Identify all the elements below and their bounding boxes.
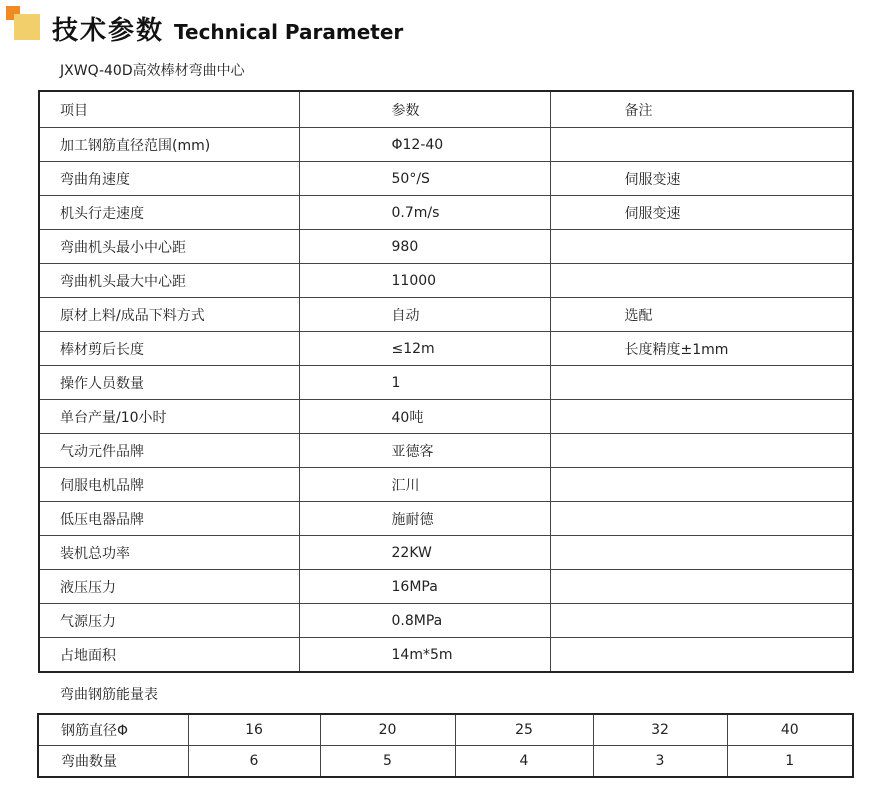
energy-cell: 5 bbox=[320, 746, 455, 778]
energy-row bbox=[38, 746, 853, 778]
cell-item: 气动元件品牌 bbox=[39, 434, 299, 468]
table-row bbox=[39, 400, 853, 434]
cell-note bbox=[550, 366, 853, 400]
table-row bbox=[39, 264, 853, 298]
cell-param: 980 bbox=[299, 230, 550, 264]
energy-table-title: 弯曲钢筋能量表 bbox=[60, 687, 158, 703]
page-title bbox=[52, 10, 403, 46]
cell-item: 液压压力 bbox=[39, 570, 299, 604]
cell-item: 气源压力 bbox=[39, 604, 299, 638]
cell-param: 施耐德 bbox=[299, 502, 550, 536]
table-row bbox=[39, 434, 853, 468]
cell-param: 22KW bbox=[299, 536, 550, 570]
cell-item: 机头行走速度 bbox=[39, 196, 299, 230]
cell-note bbox=[550, 604, 853, 638]
logo-mark bbox=[6, 6, 40, 40]
cell-note: 选配 bbox=[550, 298, 853, 332]
energy-row-label: 弯曲数量 bbox=[38, 746, 188, 778]
cell-param: 11000 bbox=[299, 264, 550, 298]
cell-item: 占地面积 bbox=[39, 638, 299, 673]
energy-table bbox=[37, 713, 854, 778]
energy-row bbox=[38, 714, 853, 746]
table-row bbox=[39, 604, 853, 638]
logo-square-yellow bbox=[14, 14, 40, 40]
cell-param: 自动 bbox=[299, 298, 550, 332]
cell-note: 长度精度±1mm bbox=[550, 332, 853, 366]
header-cell-param: 参数 bbox=[299, 91, 550, 128]
table-header-row bbox=[39, 91, 853, 128]
energy-cell: 16 bbox=[188, 714, 320, 746]
cell-item: 操作人员数量 bbox=[39, 366, 299, 400]
cell-item: 棒材剪后长度 bbox=[39, 332, 299, 366]
cell-item: 加工钢筋直径范围(mm) bbox=[39, 128, 299, 162]
cell-note bbox=[550, 230, 853, 264]
cell-note bbox=[550, 536, 853, 570]
energy-row-label: 钢筋直径Φ bbox=[38, 714, 188, 746]
energy-cell: 40 bbox=[727, 714, 853, 746]
table-row bbox=[39, 128, 853, 162]
cell-note bbox=[550, 264, 853, 298]
cell-param: 40吨 bbox=[299, 400, 550, 434]
cell-note: 伺服变速 bbox=[550, 162, 853, 196]
table-row bbox=[39, 536, 853, 570]
cell-param: 汇川 bbox=[299, 468, 550, 502]
header-cell-note: 备注 bbox=[550, 91, 853, 128]
cell-param: Φ12-40 bbox=[299, 128, 550, 162]
table-row bbox=[39, 162, 853, 196]
energy-cell: 6 bbox=[188, 746, 320, 778]
energy-cell: 1 bbox=[727, 746, 853, 778]
energy-cell: 3 bbox=[593, 746, 727, 778]
cell-param: 亚德客 bbox=[299, 434, 550, 468]
model-name: JXWQ-40D高效棒材弯曲中心 bbox=[60, 63, 245, 79]
table-row bbox=[39, 230, 853, 264]
cell-param: 50°/S bbox=[299, 162, 550, 196]
energy-cell: 25 bbox=[455, 714, 593, 746]
cell-note bbox=[550, 400, 853, 434]
cell-item: 弯曲机头最小中心距 bbox=[39, 230, 299, 264]
cell-note bbox=[550, 434, 853, 468]
cell-item: 弯曲机头最大中心距 bbox=[39, 264, 299, 298]
title-english: Technical Parameter bbox=[174, 20, 404, 44]
cell-note bbox=[550, 502, 853, 536]
parameter-table-body bbox=[39, 91, 853, 672]
table-row bbox=[39, 366, 853, 400]
parameter-table bbox=[38, 90, 854, 673]
table-row bbox=[39, 196, 853, 230]
table-row bbox=[39, 502, 853, 536]
cell-item: 伺服电机品牌 bbox=[39, 468, 299, 502]
cell-note: 伺服变速 bbox=[550, 196, 853, 230]
cell-param: 0.8MPa bbox=[299, 604, 550, 638]
energy-cell: 32 bbox=[593, 714, 727, 746]
cell-note bbox=[550, 128, 853, 162]
cell-item: 装机总功率 bbox=[39, 536, 299, 570]
cell-item: 原材上料/成品下料方式 bbox=[39, 298, 299, 332]
energy-cell: 4 bbox=[455, 746, 593, 778]
cell-item: 低压电器品牌 bbox=[39, 502, 299, 536]
cell-item: 单台产量/10小时 bbox=[39, 400, 299, 434]
cell-param: 16MPa bbox=[299, 570, 550, 604]
table-row bbox=[39, 468, 853, 502]
table-row bbox=[39, 332, 853, 366]
cell-note bbox=[550, 638, 853, 673]
title-chinese: 技术参数 bbox=[52, 16, 165, 46]
cell-param: 0.7m/s bbox=[299, 196, 550, 230]
table-row bbox=[39, 570, 853, 604]
cell-note bbox=[550, 468, 853, 502]
table-row bbox=[39, 298, 853, 332]
cell-note bbox=[550, 570, 853, 604]
cell-param: 14m*5m bbox=[299, 638, 550, 673]
energy-cell: 20 bbox=[320, 714, 455, 746]
energy-table-body bbox=[38, 714, 853, 777]
table-row bbox=[39, 638, 853, 673]
cell-param: ≤12m bbox=[299, 332, 550, 366]
cell-item: 弯曲角速度 bbox=[39, 162, 299, 196]
cell-param: 1 bbox=[299, 366, 550, 400]
header-cell-item: 项目 bbox=[39, 91, 299, 128]
